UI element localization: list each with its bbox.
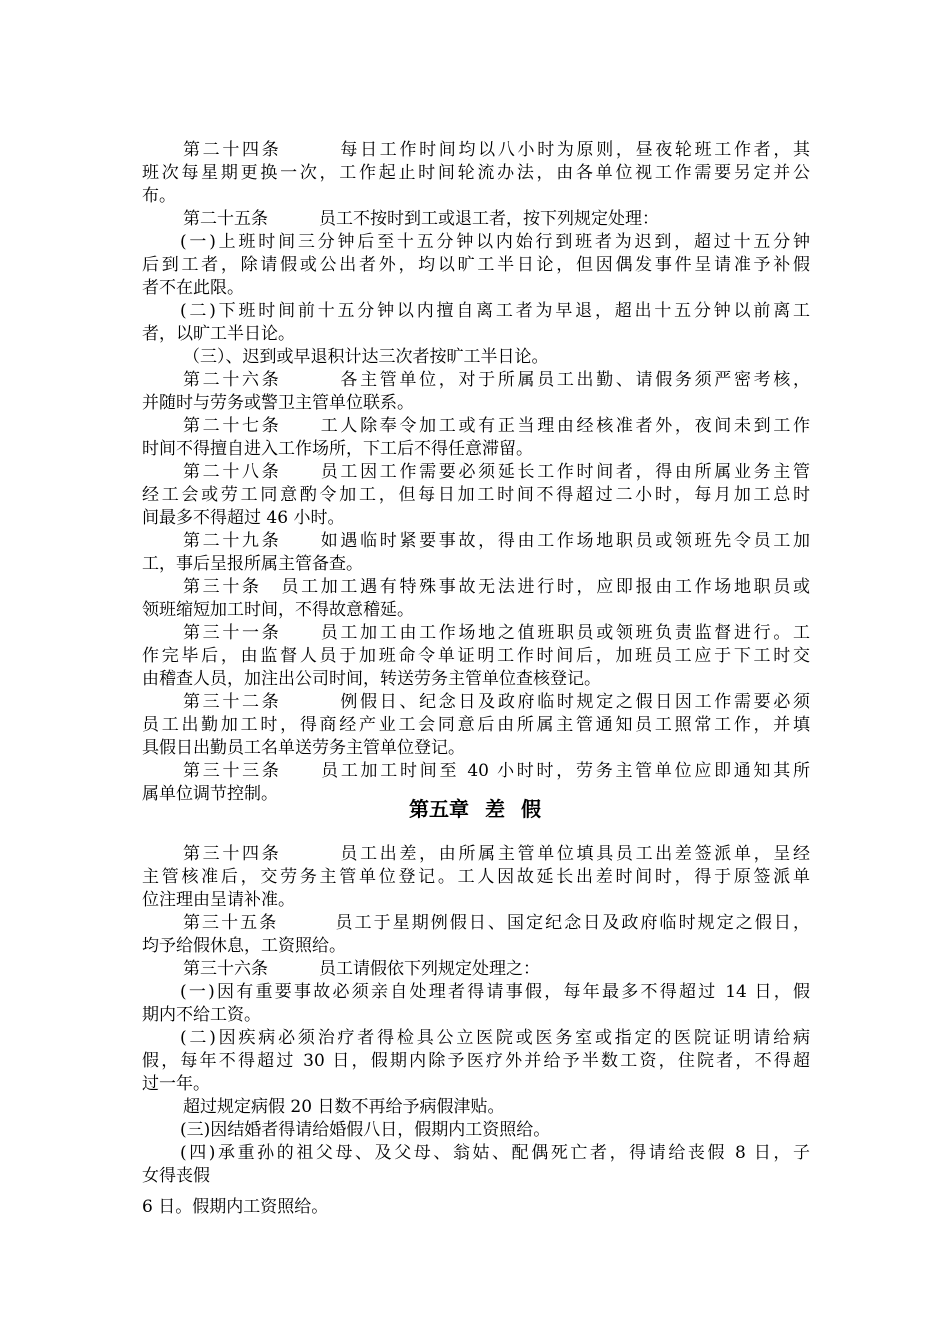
text-line: 第三十四条 员工出差，由所属主管单位填具员工出差签派单，呈经	[183, 844, 810, 864]
text-line: 过一年。	[142, 1074, 210, 1094]
text-line: 第三十五条 员工于星期例假日、国定纪念日及政府临时规定之假日，	[183, 913, 810, 933]
paragraph	[142, 912, 810, 958]
text-line: 由稽查人员，加注出公司时间，转送劳务主管单位查核登记。	[142, 669, 601, 689]
paragraph	[142, 208, 810, 231]
text-line: 第二十九条 如遇临时紧要事故，得由工作场地职员或领班先令员工加	[183, 531, 810, 551]
text-line: 班次每星期更换一次，工作起止时间轮流办法，由各单位视工作需要另定并公	[142, 163, 810, 183]
page-tail-text	[142, 1196, 810, 1219]
paragraph	[142, 1096, 810, 1119]
chapter-title-char-2: 假	[521, 797, 541, 821]
paragraph	[142, 843, 810, 912]
paragraph	[142, 691, 810, 760]
text-line: 布。	[142, 186, 176, 206]
chapter-five-articles	[142, 843, 810, 1188]
text-line: 第二十六条 各主管单位，对于所属员工出勤、请假务须严密考核，	[183, 370, 810, 390]
chapter-four-articles	[142, 139, 810, 806]
text-line: (二)因疾病必须治疗者得检具公立医院或医务室或指定的医院证明请给病	[180, 1028, 810, 1048]
paragraph	[142, 369, 810, 415]
paragraph	[142, 576, 810, 622]
text-line: 位注理由呈请补准。	[142, 890, 295, 910]
text-line: 间最多不得超过 46 小时。	[142, 508, 345, 528]
text-line: 者不在此限。	[142, 278, 244, 298]
text-line: 第三十六条 员工请假依下列规定处理之：	[183, 959, 540, 979]
text-line: (三)因结婚者得请给婚假八日，假期内工资照给。	[180, 1120, 551, 1140]
text-line: 均予给假休息，工资照给。	[142, 936, 346, 956]
paragraph	[142, 981, 810, 1027]
text-line: 第二十八条 员工因工作需要必须延长工作时间者，得由所属业务主管	[183, 462, 810, 482]
text-line: 假，每年不得超过 30 日，假期内除予医疗外并给予半数工资，住院者，不得超	[142, 1051, 810, 1071]
paragraph	[142, 346, 810, 369]
paragraph	[142, 1027, 810, 1096]
text-line: (二)下班时间前十五分钟以内擅自离工者为早退，超出十五分钟以前离工	[180, 301, 810, 321]
paragraph	[142, 1119, 810, 1142]
paragraph	[142, 139, 810, 208]
paragraph	[142, 958, 810, 981]
paragraph	[142, 530, 810, 576]
text-line: 时间不得擅自进入工作场所，下工后不得任意滞留。	[142, 439, 533, 459]
text-line: 第三十二条 例假日、纪念日及政府临时规定之假日因工作需要必须	[183, 692, 810, 712]
paragraph	[142, 461, 810, 530]
text-line: (一)因有重要事故必须亲自处理者得请事假，每年最多不得超过 14 日，假	[180, 982, 810, 1002]
text-line: 员工出勤加工时，得商经产业工会同意后由所属主管通知员工照常工作，并填	[142, 715, 810, 735]
paragraph	[142, 300, 810, 346]
text-line: 作完毕后，由监督人员于加班命令单证明工作时间后，加班员工应于下工时交	[142, 646, 810, 666]
paragraph	[142, 231, 810, 300]
text-line: 第三十一条 员工加工由工作场地之值班职员或领班负责监督进行。工	[183, 623, 810, 643]
text-line: 属单位调节控制。	[142, 784, 278, 804]
text-line: 第二十五条 员工不按时到工或退工者，按下列规定处理：	[183, 209, 659, 229]
text-line: （三）、迟到或早退积计达三次者按旷工半日论。	[183, 347, 549, 367]
paragraph	[142, 622, 810, 691]
text-line: (四)承重孙的祖父母、及父母、翁姑、配偶死亡者，得请给丧假 8 日，子	[180, 1143, 810, 1163]
chapter-title-char-1: 差	[485, 797, 505, 821]
text-line: 领班缩短加工时间，不得故意稽延。	[142, 600, 414, 620]
text-line: 主管核准后，交劳务主管单位登记。工人因故延长出差时间时，得于原签派单	[142, 867, 810, 887]
text-line: 者，以旷工半日论。	[142, 324, 295, 344]
text-line: 后到工者，除请假或公出者外，均以旷工半日论，但因偶发事件呈请准予补假	[142, 255, 810, 275]
paragraph	[142, 415, 810, 461]
text-line: 第二十四条 每日工作时间均以八小时为原则，昼夜轮班工作者，其	[183, 140, 810, 160]
text-line: 具假日出勤员工名单送劳务主管单位登记。	[142, 738, 465, 758]
chapter-number: 第五章	[409, 797, 469, 821]
text-line: 工，事后呈报所属主管备查。	[142, 554, 363, 574]
text-line: 期内不给工资。	[142, 1005, 261, 1025]
tail-line: 6 日。假期内工资照给。	[142, 1197, 329, 1217]
text-line: 第二十七条 工人除奉令加工或有正当理由经核准者外，夜间未到工作	[183, 416, 810, 436]
text-line: (一)上班时间三分钟后至十五分钟以内始行到班者为迟到，超过十五分钟	[180, 232, 810, 252]
text-line: 女得丧假	[142, 1166, 210, 1186]
chapter-five-heading	[0, 793, 950, 822]
text-line: 并随时与劳务或警卫主管单位联系。	[142, 393, 414, 413]
text-line: 第三十条 员工加工遇有特殊事故无法进行时，应即报由工作场地职员或	[183, 577, 810, 597]
text-line: 第三十三条 员工加工时间至 40 小时时，劳务主管单位应即通知其所	[183, 761, 810, 781]
text-line: 超过规定病假 20 日数不再给予病假津贴。	[183, 1097, 505, 1117]
text-line: 经工会或劳工同意酌令加工，但每日加工时间不得超过二小时，每月加工总时	[142, 485, 810, 505]
paragraph	[142, 1142, 810, 1188]
